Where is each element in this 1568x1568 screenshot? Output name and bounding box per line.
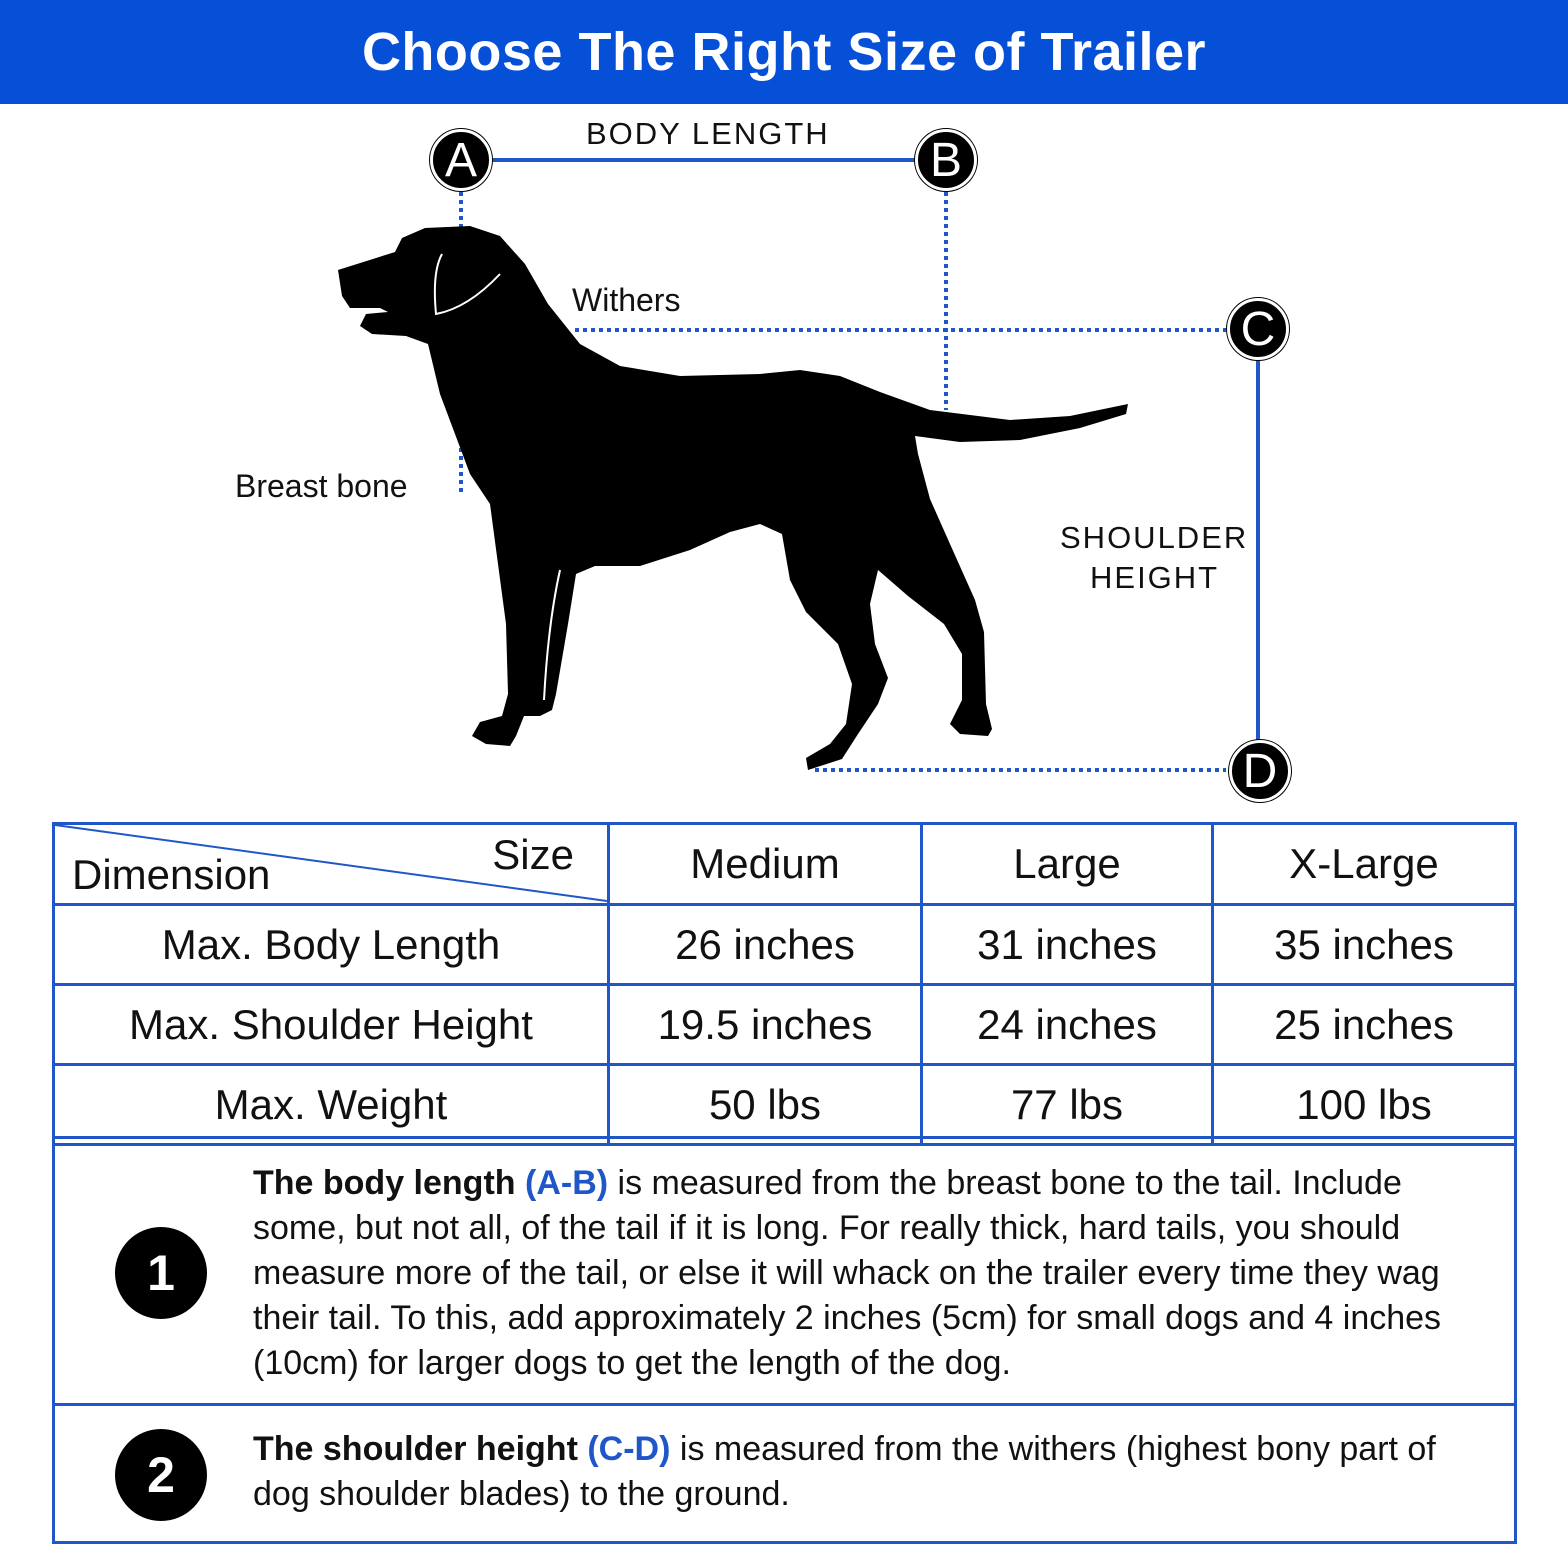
title-banner (0, 0, 1568, 104)
measurement-diagram (0, 104, 1568, 820)
shoulder-height-label-line1: SHOULDER (1060, 520, 1249, 555)
table-cell: 77 lbs (922, 1065, 1213, 1145)
note-number-badge: 2 (115, 1429, 207, 1521)
point-c-marker (1227, 298, 1289, 360)
note-lead: The shoulder height (253, 1430, 578, 1468)
table-cell: 50 lbs (609, 1065, 922, 1145)
table-corner-cell (54, 824, 609, 905)
withers-label: Withers (572, 282, 681, 318)
breast-bone-label: Breast bone (235, 468, 408, 504)
note-lead: The body length (253, 1164, 516, 1202)
column-header-x-large: X-Large (1213, 824, 1516, 905)
body-length-label: BODY LENGTH (586, 116, 830, 151)
table-row (54, 905, 1516, 985)
measurement-notes (52, 1136, 1517, 1544)
corner-size-label: Size (492, 831, 574, 878)
diagram-graphics (0, 104, 1568, 820)
note-body-length (52, 1136, 1517, 1406)
table-cell: 35 inches (1213, 905, 1516, 985)
table-cell: 25 inches (1213, 985, 1516, 1065)
size-table (52, 822, 1517, 1146)
point-b-marker (915, 129, 977, 191)
point-d-marker (1229, 740, 1291, 802)
shoulder-height-label-line2: HEIGHT (1090, 560, 1220, 595)
note-text (253, 1161, 1484, 1386)
point-a-marker (430, 129, 492, 191)
row-label: Max. Shoulder Height (54, 985, 609, 1065)
table-cell: 24 inches (922, 985, 1213, 1065)
point-b-label: B (929, 133, 962, 187)
row-label: Max. Body Length (54, 905, 609, 985)
corner-dimension-label: Dimension (72, 851, 271, 898)
table-cell: 31 inches (922, 905, 1213, 985)
row-label: Max. Weight (54, 1065, 609, 1145)
table-cell: 100 lbs (1213, 1065, 1516, 1145)
note-shoulder-height (52, 1406, 1517, 1544)
table-row (54, 985, 1516, 1065)
point-d-label: D (1242, 744, 1278, 798)
table-cell: 19.5 inches (609, 985, 922, 1065)
note-body: is measured from the withers (highest bony part of dog shoulder blades) to the ground. (253, 1430, 1436, 1513)
note-number-badge: 1 (115, 1227, 207, 1319)
note-code: (C-D) (587, 1430, 671, 1468)
table-row (54, 1065, 1516, 1145)
column-header-large: Large (922, 824, 1213, 905)
note-body: is measured from the breast bone to the tail. Include some, but not all, of the tail if it is long. For really thick, hard tails, you should measure more of the tail, or else it will whack on the trailer every time they wag their tail. To this, add approximately 2 inches (5cm) for small dogs and 4 inches (10cm) for larger dogs to get the length of the dog. (253, 1164, 1442, 1382)
column-header-medium: Medium (609, 824, 922, 905)
page-title: Choose The Right Size of Trailer (361, 22, 1207, 82)
point-a-label: A (444, 133, 477, 187)
point-c-label: C (1240, 302, 1276, 356)
table-header-row (54, 824, 1516, 905)
note-code: (A-B) (525, 1164, 609, 1202)
note-text (253, 1427, 1484, 1517)
table-cell: 26 inches (609, 905, 922, 985)
